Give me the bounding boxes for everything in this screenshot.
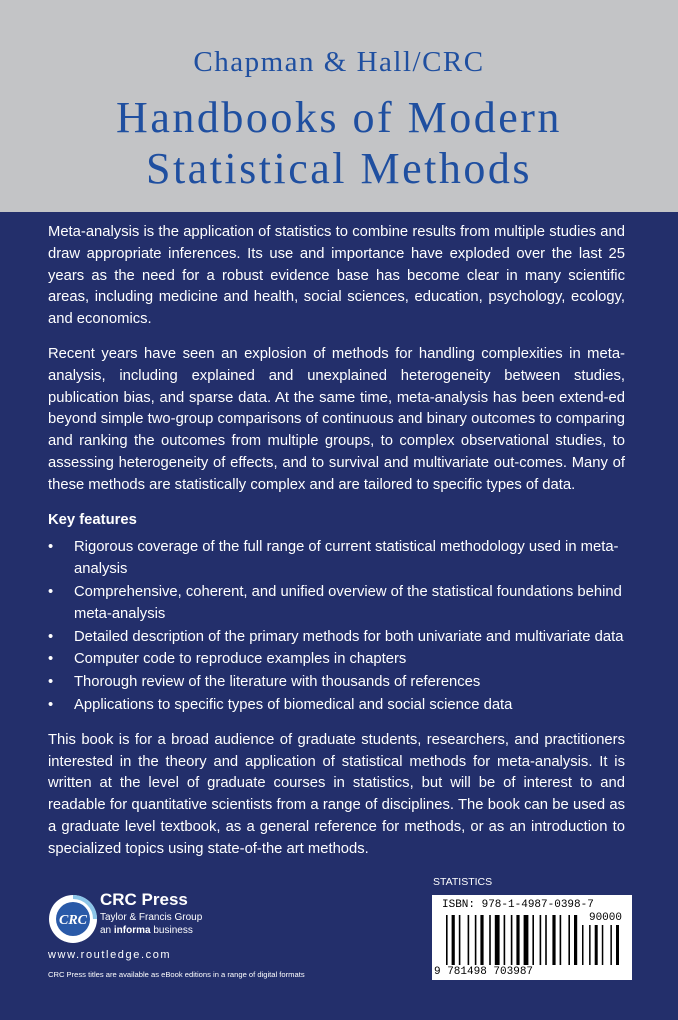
barcode-bar: [516, 915, 519, 965]
publisher-group: Taylor & Francis Group: [100, 912, 203, 923]
list-item: [48, 582, 625, 626]
publisher-block: [48, 884, 348, 984]
feature-text: Comprehensive, coherent, and unified overview of the statistical foundations behind meta-analysis: [74, 583, 622, 622]
feature-text: Rigorous coverage of the full range of current statistical methodology used in meta-analysis: [74, 539, 619, 578]
barcode-bar: [524, 915, 529, 965]
barcode-bar: [468, 915, 470, 965]
crc-press-logo-icon: [48, 894, 98, 944]
informa-word: informa: [113, 925, 151, 936]
title-line-1: Handbooks of Modern: [116, 93, 562, 142]
barcode-digits: 9 781498 703987: [434, 966, 534, 978]
publisher-url[interactable]: www.routledge.com: [48, 949, 172, 961]
addon-barcode-bar: [582, 925, 584, 965]
feature-text: Thorough review of the literature with thousands of references: [74, 674, 481, 691]
addon-barcode-bar: [589, 925, 591, 965]
publisher-name: CRC Press: [100, 890, 188, 909]
barcode-bar: [540, 915, 542, 965]
key-features-heading: Key features: [48, 511, 137, 528]
feature-text: Computer code to reproduce examples in chapters: [74, 651, 407, 668]
price-code: 90000: [588, 912, 622, 924]
title-line-2: Statistical Methods: [145, 144, 533, 193]
informa-prefix: an: [100, 925, 114, 936]
bullet-icon: •: [48, 674, 54, 691]
barcode-bar: [545, 915, 547, 965]
bullet-icon: •: [48, 583, 54, 600]
paragraph-intro: Meta-analysis is the application of statistics to combine results from multiple studies and draw appropriate inferences. Its use and importance have exploded over the last 25 years as the need for a robust evidence base has become clear in many scientific areas, including medicine and health, social sciences, education, psychology, ecology, and economics.: [48, 224, 625, 328]
bullet-icon: •: [48, 696, 54, 713]
paragraph-audience: This book is for a broad audience of graduate students, researchers, and practitioners interested in the theory and application of statistical methods for meta-analysis. It is written at the level of graduate courses in statistics, but will be of interest to and readable for quantitative scientists from a range of disciplines. The book can be used as a graduate level textbook, as a general reference for methods, or as an introduction to specialized topics using state-of-the art methods.: [48, 731, 625, 857]
addon-barcode-bar: [616, 925, 619, 965]
barcode-bar: [475, 915, 477, 965]
bullet-icon: •: [48, 651, 54, 668]
barcode-bar: [504, 915, 506, 965]
logo-text: CRC: [58, 913, 88, 928]
category-label: STATISTICS: [433, 876, 493, 888]
isbn-text: ISBN: 978-1-4987-0398-7: [442, 899, 594, 911]
feature-text: Applications to specific types of biomedical and social science data: [74, 696, 513, 713]
list-item: [48, 672, 625, 694]
barcode-bar: [560, 915, 562, 965]
handbook-title: [0, 92, 678, 194]
feature-text: Detailed description of the primary methods for both univariate and multivariate data: [74, 628, 624, 645]
barcode-bar: [452, 915, 455, 965]
informa-suffix: business: [150, 925, 193, 936]
addon-barcode-bar: [602, 925, 604, 965]
list-item: [48, 695, 625, 717]
list-item: [48, 649, 625, 671]
series-name: Chapman & Hall/CRC: [193, 46, 485, 78]
barcode-bar: [532, 915, 534, 965]
barcode-bar: [495, 915, 500, 965]
cover-body: [0, 212, 678, 1020]
barcode-bar: [568, 915, 570, 965]
barcode-bar: [489, 915, 491, 965]
barcode-bar: [459, 915, 461, 965]
bullet-icon: •: [48, 628, 54, 645]
barcode-bar: [574, 915, 577, 965]
blurb: [48, 222, 625, 874]
barcode-bar: [480, 915, 483, 965]
informa-line: [100, 925, 193, 936]
barcode-bar: [446, 915, 448, 965]
ebook-note: CRC Press titles are available as eBook editions in a range of digital formats: [48, 970, 305, 979]
cover-header: [0, 0, 678, 212]
addon-barcode-bar: [610, 925, 612, 965]
bullet-icon: •: [48, 539, 54, 556]
isbn-barcode: [432, 895, 632, 980]
addon-barcode-bar: [595, 925, 598, 965]
key-features-list: [48, 537, 625, 716]
barcode-bar: [552, 915, 555, 965]
list-item: [48, 537, 625, 581]
list-item: [48, 627, 625, 649]
paragraph-methods: Recent years have seen an explosion of methods for handling complexities in meta-analysis, including explained and unexplained heterogeneity between studies, publication bias, and sparse data. At the same time, meta-analysis has been extend-ed beyond simple two-group comparisons of continuous and binary outcomes to comparing and ranking the outcomes from multiple groups, to complex observational studies, to assessing heterogeneity of effects, and to survival and multivariate out-comes. Many of these methods are statistically complex and are tailored to specific types of data.: [48, 345, 625, 493]
barcode-bar: [511, 915, 513, 965]
